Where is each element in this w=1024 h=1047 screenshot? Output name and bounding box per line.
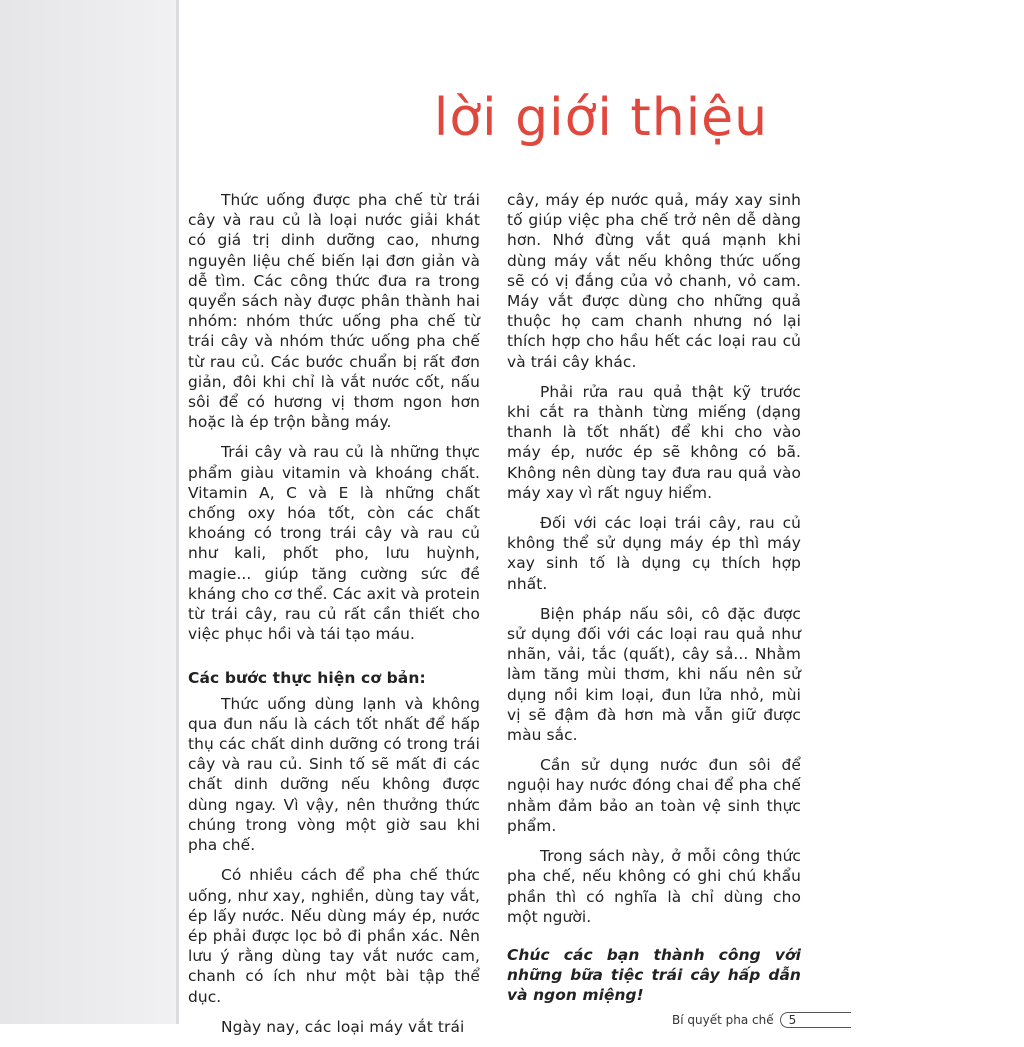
page-gutter-shade xyxy=(0,0,178,1024)
paragraph: Thức uống được pha chế từ trái cây và rau củ là loại nước giải khát có giá trị dinh dưỡng cao, nhưng nguyên liệu chế biến lại đơn giản và dễ tìm. Các công thức đưa ra trong quyển sách này được phân thành hai nhóm: nhóm thức uống pha chế từ trái cây và nhóm thức uống pha chế từ rau củ. Các bước chuẩn bị rất đơn giản, đôi khi chỉ là vắt nước cốt, nấu sôi để có hương vị thơm ngon hơn hoặc là ép trộn bằng máy. xyxy=(188,191,480,432)
paragraph: Trái cây và rau củ là những thực phẩm giàu vitamin và khoáng chất. Vitamin A, C và E là những chất chống oxy hóa tốt, còn các chất khoáng có trong trái cây và rau củ như kali, phốt pho, lưu huỳnh, magie... giúp tăng cường sức đề kháng cho cơ thể. Các axit và protein từ trái cây, rau củ rất cần thiết cho việc phục hồi và tái tạo máu. xyxy=(188,443,480,644)
paragraph: Biện pháp nấu sôi, cô đặc được sử dụng đối với các loại rau quả như nhãn, vải, tắc (quất), cây sả... Nhằm làm tăng mùi thơm, khi nấu nên sử dụng nồi kim loại, đun lửa nhỏ, mùi vị sẽ đậm đà hơn mà vẫn giữ được màu sắc. xyxy=(507,604,801,745)
paragraph: Có nhiều cách để pha chế thức uống, như xay, nghiền, dùng tay vắt, ép lấy nước. Nếu dùng máy ép, nước ép phải được lọc bỏ đi phần xác. Nên lưu ý rằng dùng tay vắt nước cam, chanh có ích như một bài tập thể dục. xyxy=(188,866,480,1006)
page-edge xyxy=(176,0,179,1024)
page-number: 5 xyxy=(780,1012,851,1028)
closing-note: Chúc các bạn thành công với những bữa tiệc trái cây hấp dẫn và ngon miệng! xyxy=(507,945,801,1005)
right-column xyxy=(507,190,801,1016)
page-footer xyxy=(672,1012,851,1028)
paragraph: Thức uống dùng lạnh và không qua đun nấu là cách tốt nhất để hấp thụ các chất dinh dưỡng có trong trái cây và rau củ. Sinh tố sẽ mất đi các chất dinh dưỡng nếu không được dùng ngay. Vì vậy, nên thưởng thức chúng trong vòng một giờ sau khi pha chế. xyxy=(188,694,480,855)
paragraph: Ngày nay, các loại máy vắt trái xyxy=(221,1017,465,1036)
footer-book-title: Bí quyết pha chế xyxy=(672,1013,774,1027)
paragraph: Phải rửa rau quả thật kỹ trước khi cắt ra thành từng miếng (dạng thanh là tốt nhất) để khi cho vào máy ép, nước ép sẽ không có bã. Không nên dùng tay đưa rau quả vào máy xay vì rất nguy hiểm. xyxy=(507,382,801,502)
paragraph: Đối với các loại trái cây, rau củ không thể sử dụng máy ép thì máy xay sinh tố là dụng cụ thích hợp nhất. xyxy=(507,514,801,593)
left-column xyxy=(188,190,480,1047)
paragraph: Trong sách này, ở mỗi công thức pha chế, nếu không có ghi chú khẩu phần thì có nghĩa là chỉ dùng cho một người. xyxy=(507,847,801,926)
paragraph: Cần sử dụng nước đun sôi để nguội hay nước đóng chai để pha chế nhằm đảm bảo an toàn vệ sinh thực phẩm. xyxy=(507,756,801,835)
paragraph-continued: cây, máy ép nước quả, máy xay sinh tố giúp việc pha chế trở nên dễ dàng hơn. Nhớ đừng vắt quá mạnh khi dùng máy vắt nếu không thức uống sẽ có vị đắng của vỏ chanh, vỏ cam. Máy vắt được dùng cho những quả thuộc họ cam chanh nhưng nó lại thích hợp cho hầu hết các loại rau củ và trái cây khác. xyxy=(507,191,801,371)
page-title: lời giới thiệu xyxy=(433,88,769,148)
section-heading: Các bước thực hiện cơ bản: xyxy=(188,669,426,688)
